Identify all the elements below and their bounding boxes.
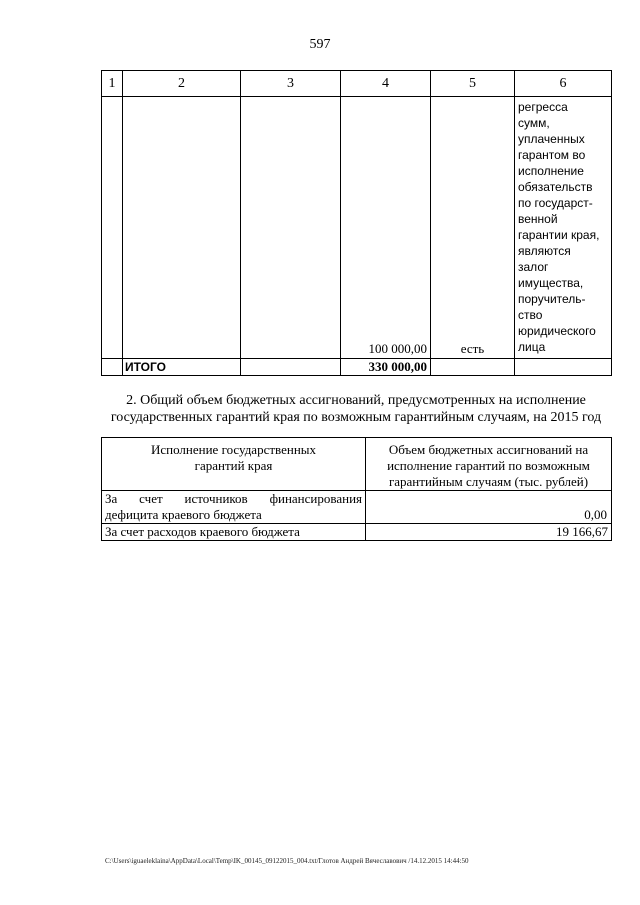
cell-empty (123, 97, 241, 359)
note-line: сумм, (518, 116, 550, 130)
section-title-line: государственных гарантий края по возможным гарантийным случаям, на 2015 год (110, 410, 602, 425)
table-header-row (102, 71, 612, 97)
deficit-sources-label: За счет источников финансирования дефицита краевого бюджета (102, 491, 366, 524)
budget-expenses-value: 19 166,67 (366, 524, 612, 541)
availability-cell: есть (431, 97, 515, 359)
column-header-3: 3 (241, 71, 341, 97)
section-title-line: 2. Общий объем бюджетных ассигнований, предусмотренных на исполнение (126, 393, 586, 408)
cell-empty (431, 359, 515, 376)
amount-cell: 100 000,00 (341, 97, 431, 359)
total-row (102, 359, 612, 376)
cell-empty (241, 359, 341, 376)
table-row (102, 491, 612, 524)
total-value: 330 000,00 (341, 359, 431, 376)
column-header-4: 4 (341, 71, 431, 97)
table-header-row (102, 438, 612, 491)
column-header-6: 6 (515, 71, 612, 97)
table-row (102, 524, 612, 541)
note-cell (515, 97, 612, 359)
note-line: поручитель- (518, 292, 586, 306)
deficit-sources-value: 0,00 (366, 491, 612, 524)
note-line: уплаченных (518, 132, 585, 146)
note-line: юридического (518, 324, 596, 338)
note-line: венной (518, 212, 558, 226)
note-line: являются (518, 244, 571, 258)
column-header-5: 5 (431, 71, 515, 97)
guarantees-table (101, 70, 612, 376)
note-line: ство (518, 308, 543, 322)
column-header-1: 1 (102, 71, 123, 97)
note-line: лица (518, 340, 546, 354)
note-line: гарантии края, (518, 228, 600, 242)
page-number: 597 (309, 37, 331, 52)
cell-empty (102, 359, 123, 376)
footer-file-path: C:\Users\iguaeleklaina\AppData\Local\Temp\IK_00145_09122015_004.txt/Глотов Андрей Вячеславович /14.12.2015 14:44:50 (105, 857, 469, 865)
column-header-2: 2 (123, 71, 241, 97)
header-allocation-volume: Объем бюджетных ассигнований на исполнение гарантий по возможным гарантийным случаям (тыс. рублей) (366, 438, 612, 491)
total-label: ИТОГО (123, 359, 241, 376)
table-row (102, 97, 612, 359)
note-line: залог (518, 260, 549, 274)
note-line: обязательств (518, 180, 593, 194)
budget-expenses-label: За счет расходов краевого бюджета (102, 524, 366, 541)
cell-empty (102, 97, 123, 359)
note-line: исполнение (518, 164, 584, 178)
cell-empty (241, 97, 341, 359)
note-line: регресса (518, 100, 568, 114)
header-guarantee-execution: Исполнение государственных гарантий края (102, 438, 366, 491)
section-title (101, 392, 611, 426)
cell-empty (515, 359, 612, 376)
allocations-table (101, 437, 612, 541)
note-line: гарантом во (518, 148, 586, 162)
note-line: имущества, (518, 276, 584, 290)
note-line: по государст- (518, 196, 593, 210)
